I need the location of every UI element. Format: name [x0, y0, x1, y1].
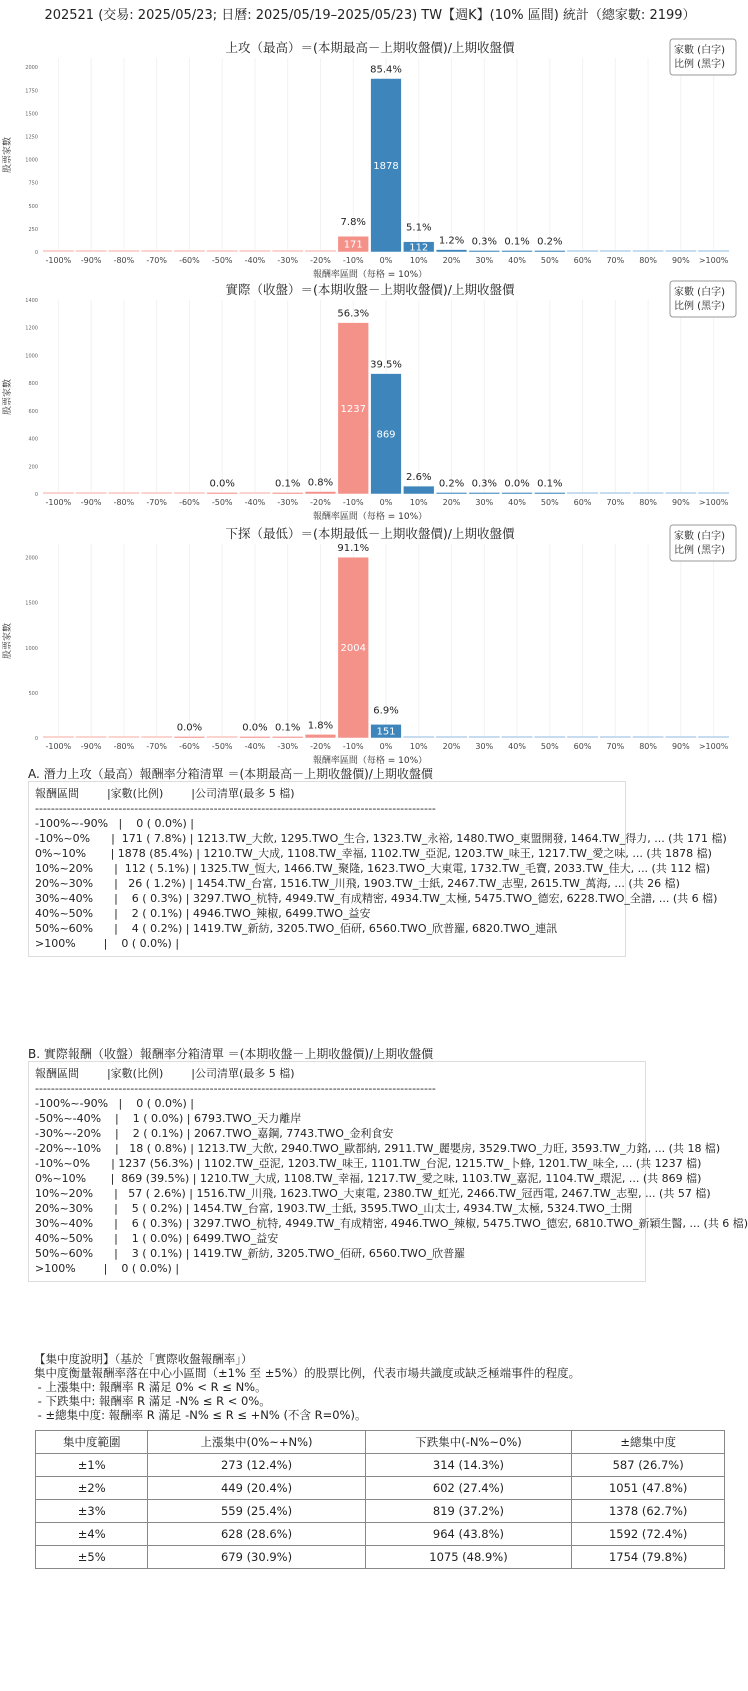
- bar-count-label: 869: [376, 429, 396, 441]
- x-tick-label: 40%: [508, 742, 526, 751]
- x-tick-label: 0%: [379, 256, 393, 265]
- table-cell: ±1%: [36, 1454, 148, 1477]
- bar-pct-label: 0.1%: [537, 478, 563, 490]
- list-line: - 下跌集中: 報酬率 R 滿足 -N% ≤ R < 0%。: [34, 1394, 271, 1408]
- bar-pct-label: 39.5%: [370, 359, 402, 371]
- bar-pct-label: 2.6%: [406, 472, 432, 484]
- list-line: 50%~60% | 4 ( 0.2%) | 1419.TW_新紡, 3205.TWO_佰研, 6560.TWO_欣普羅, 6820.TWO_連訊: [35, 922, 558, 935]
- x-tick-label: -100%: [45, 742, 72, 751]
- bar-count-label: 171: [343, 239, 363, 251]
- x-tick-label: 80%: [639, 498, 657, 507]
- legend-item: 家數 (白字): [674, 531, 725, 542]
- section-a-list: [28, 781, 727, 957]
- bar-baseline: [43, 736, 74, 738]
- table-header: 下跌集中(-N%~0%): [365, 1431, 572, 1454]
- bar-baseline: [109, 492, 140, 494]
- section-a-title: A. 潛力上攻（最高）報酬率分箱清單 ＝(本期最高－上期收盤價)/上期收盤價: [28, 767, 433, 781]
- bar-pct-label: 6.9%: [373, 705, 399, 717]
- bar-pct-label: 1.2%: [438, 235, 465, 247]
- x-tick-label: -10%: [342, 498, 364, 507]
- list-line: 【集中度說明】（基於「實際收盤報酬率」）: [34, 1352, 253, 1366]
- bar: [305, 492, 336, 494]
- bar: [240, 737, 271, 739]
- bar-pct-label: 1.8%: [307, 720, 334, 732]
- bar-baseline: [207, 250, 238, 252]
- bar-baseline: [43, 250, 74, 252]
- bar-pct-label: 0.3%: [471, 478, 497, 490]
- table-cell: 964 (43.8%): [365, 1523, 572, 1546]
- bar: [502, 493, 533, 495]
- table-cell: 1378 (62.7%): [572, 1500, 725, 1523]
- x-tick-label: -60%: [179, 256, 200, 265]
- chart-low: [0, 522, 740, 766]
- x-tick-label: -50%: [211, 498, 233, 507]
- list-line: -10%~0% | 171 ( 7.8%) | 1213.TW_大飲, 1295.TWO_生合, 1323.TW_永裕, 1480.TWO_東盟開發, 1464.TW_得力, ... (共 171 檔): [35, 832, 727, 845]
- x-tick-label: -40%: [244, 742, 266, 751]
- bar-baseline: [109, 736, 140, 738]
- bar-pct-label: 0.1%: [275, 478, 301, 490]
- x-tick-label: 70%: [606, 256, 625, 265]
- list-line: 20%~30% | 26 ( 1.2%) | 1454.TW_台富, 1516.TW_川飛, 1903.TW_士紙, 2467.TW_志聖, 2615.TW_萬海, ... (共 26 檔): [35, 877, 680, 890]
- x-tick-label: 20%: [442, 256, 461, 265]
- table-cell: 559 (25.4%): [148, 1500, 365, 1523]
- x-tick-label: -70%: [146, 742, 168, 751]
- y-axis-label: 股票家數: [3, 378, 13, 416]
- table-row: [36, 1477, 725, 1500]
- bar-baseline: [600, 492, 631, 494]
- x-tick-label: 50%: [540, 498, 559, 507]
- y-tick-label: 1400: [25, 298, 38, 304]
- bar-count-label: 1237: [340, 403, 366, 415]
- y-tick-label: 2000: [25, 555, 38, 562]
- bar-count-label: 151: [376, 726, 396, 738]
- list-line: 10%~20% | 112 ( 5.1%) | 1325.TW_恆大, 1466.TW_聚隆, 1623.TWO_大東電, 1732.TW_毛寶, 2033.TW_佳大, ... (共 112 檔): [35, 862, 711, 875]
- bar-baseline: [240, 492, 271, 494]
- bar-count-label: 1878: [373, 160, 399, 172]
- x-tick-label: 0%: [379, 742, 393, 751]
- concentration-table: [35, 1430, 725, 1569]
- y-axis-label: 股票家數: [3, 622, 13, 660]
- y-tick-label: 600: [28, 408, 38, 415]
- table-cell: 1075 (48.9%): [365, 1546, 572, 1569]
- list-line: 30%~40% | 6 ( 0.3%) | 3297.TWO_杭特, 4949.TW_有成精密, 4934.TW_太極, 5475.TWO_德宏, 6228.TWO_全譜, ... (共 6 檔): [35, 892, 718, 905]
- y-tick-label: 500: [28, 203, 38, 210]
- bar-baseline: [141, 492, 172, 494]
- x-tick-label: -20%: [310, 742, 331, 751]
- x-tick-label: 10%: [409, 742, 428, 751]
- table-cell: 628 (28.6%): [148, 1523, 365, 1546]
- bar-baseline: [76, 492, 107, 494]
- table-cell: ±3%: [36, 1500, 148, 1523]
- list-line: 50%~60% | 3 ( 0.1%) | 1419.TW_新紡, 3205.TWO_佰研, 6560.TWO_欣普羅: [35, 1247, 466, 1260]
- bar-baseline: [174, 250, 205, 252]
- y-tick-label: 1000: [25, 353, 38, 360]
- x-tick-label: 80%: [639, 742, 657, 751]
- table-row: [36, 1454, 725, 1477]
- bar: [403, 486, 434, 494]
- bar-baseline: [109, 250, 140, 252]
- x-tick-label: 20%: [442, 498, 461, 507]
- list-line: -10%~0% | 1237 (56.3%) | 1102.TW_亞泥, 1203.TW_味王, 1101.TW_台泥, 1215.TW_卜蜂, 1201.TW_味全, ... (共 1237 檔): [35, 1157, 702, 1170]
- x-tick-label: 70%: [606, 742, 625, 751]
- bar-pct-label: 0.8%: [307, 477, 334, 489]
- bar: [272, 493, 303, 495]
- x-tick-label: 30%: [475, 498, 494, 507]
- bar-baseline: [141, 250, 172, 252]
- bar-baseline: [600, 736, 631, 738]
- x-tick-label: 40%: [508, 498, 526, 507]
- y-tick-label: 400: [28, 436, 38, 443]
- list-line: 集中度衡量報酬率落在中心小區間（±1% 至 ±5%）的股票比例，代表市場共識度或缺乏極端事件的程度。: [34, 1366, 581, 1380]
- bar-baseline: [436, 736, 467, 738]
- bar: [305, 734, 336, 738]
- y-axis-label: 股票家數: [3, 136, 13, 174]
- bar-pct-label: 91.1%: [337, 543, 370, 555]
- x-axis-label: 報酬率區間（每格 = 10%）: [312, 512, 428, 522]
- bar-baseline: [141, 736, 172, 738]
- table-cell: 602 (27.4%): [365, 1477, 572, 1500]
- bar-baseline: [633, 250, 664, 252]
- legend-item: 比例 (黑字): [674, 301, 725, 312]
- chart-title: 上攻（最高）＝(本期最高－上期收盤價)/上期收盤價: [225, 40, 515, 55]
- list-line: 30%~40% | 6 ( 0.3%) | 3297.TWO_杭特, 4949.TW_有成精密, 4946.TWO_辣椒, 5475.TWO_德宏, 6810.TWO_新穎生醫, ... (共 6 檔): [35, 1217, 748, 1230]
- bar-baseline: [403, 736, 434, 738]
- x-tick-label: 90%: [671, 498, 690, 507]
- bar: [436, 250, 467, 252]
- table-header: 上漲集中(0%~+N%): [148, 1431, 365, 1454]
- y-tick-label: 1500: [25, 111, 38, 118]
- x-tick-label: >100%: [698, 742, 729, 751]
- chart-title: 實際（收盤）＝(本期收盤－上期收盤價)/上期收盤價: [225, 282, 515, 297]
- x-tick-label: -80%: [113, 256, 135, 265]
- bar-baseline: [43, 492, 74, 494]
- x-tick-label: -40%: [244, 256, 266, 265]
- concentration-notes: [34, 1352, 580, 1422]
- bar-pct-label: 56.3%: [337, 308, 370, 320]
- list-line: 0%~10% | 1878 (85.4%) | 1210.TW_大成, 1108.TW_幸福, 1102.TW_亞泥, 1203.TW_味王, 1217.TW_愛之味, ... (共 1878 檔): [35, 847, 712, 860]
- y-tick-label: 0: [34, 250, 38, 256]
- y-tick-label: 250: [28, 226, 38, 233]
- bar-baseline: [502, 736, 533, 738]
- bar-baseline: [534, 736, 565, 738]
- x-tick-label: -30%: [277, 498, 299, 507]
- bar-baseline: [305, 250, 336, 252]
- bar: [469, 493, 500, 495]
- y-tick-label: 0: [34, 492, 38, 498]
- bar-baseline: [567, 250, 598, 252]
- y-tick-label: 1750: [25, 88, 38, 95]
- x-tick-label: 90%: [671, 256, 690, 265]
- x-tick-label: 70%: [606, 498, 625, 507]
- bar-pct-label: 85.4%: [370, 64, 402, 76]
- x-tick-label: -70%: [146, 256, 168, 265]
- x-axis-label: 報酬率區間（每格 = 10%）: [312, 270, 428, 280]
- list-line: 20%~30% | 5 ( 0.2%) | 1454.TW_台富, 1903.TW_士紙, 3595.TWO_山太士, 4934.TW_太極, 5324.TWO_士開: [35, 1202, 633, 1215]
- chart-title: 下探（最低）＝(本期最低－上期收盤價)/上期收盤價: [225, 526, 515, 541]
- bar-baseline: [665, 736, 696, 738]
- x-tick-label: >100%: [698, 498, 729, 507]
- table-row: [36, 1523, 725, 1546]
- bar-baseline: [600, 250, 631, 252]
- table-cell: ±2%: [36, 1477, 148, 1500]
- list-line: 報酬區間 |家數(比例) |公司清單(最多 5 檔): [35, 1067, 295, 1080]
- table-header: ±總集中度: [572, 1431, 725, 1454]
- bar-baseline: [207, 736, 238, 738]
- x-tick-label: 10%: [409, 256, 428, 265]
- bar: [436, 493, 467, 495]
- section-b-list: [28, 1061, 748, 1282]
- x-tick-label: -60%: [179, 742, 200, 751]
- list-line: -30%~-20% | 2 ( 0.1%) | 2067.TWO_嘉鋼, 7743.TWO_金利食安: [35, 1127, 394, 1140]
- y-tick-label: 750: [28, 180, 38, 187]
- x-tick-label: -90%: [80, 742, 102, 751]
- table-cell: 1051 (47.8%): [572, 1477, 725, 1500]
- bar-pct-label: 5.1%: [406, 222, 432, 234]
- bar-pct-label: 0.1%: [504, 236, 530, 248]
- x-tick-label: -10%: [342, 742, 364, 751]
- bar-baseline: [698, 492, 729, 494]
- bar-baseline: [76, 250, 107, 252]
- bar-baseline: [174, 492, 205, 494]
- bar-baseline: [240, 250, 271, 252]
- table-cell: 314 (14.3%): [365, 1454, 572, 1477]
- y-tick-label: 200: [28, 464, 38, 471]
- list-line: - ±總集中度: 報酬率 R 滿足 -N% ≤ R ≤ +N% (不含 R=0%)。: [34, 1408, 367, 1422]
- table-header: 集中度範圍: [36, 1431, 148, 1454]
- table-cell: 819 (37.2%): [365, 1500, 572, 1523]
- bar-pct-label: 0.3%: [471, 236, 497, 248]
- y-tick-label: 1000: [25, 157, 38, 164]
- section-b-title: B. 實際報酬（收盤）報酬率分箱清單 ＝(本期收盤－上期收盤價)/上期收盤價: [28, 1047, 434, 1061]
- x-tick-label: 50%: [540, 256, 559, 265]
- table-cell: 679 (30.9%): [148, 1546, 365, 1569]
- legend-item: 家數 (白字): [674, 45, 725, 56]
- y-tick-label: 1000: [25, 645, 38, 652]
- table-cell: 587 (26.7%): [572, 1454, 725, 1477]
- list-line: -50%~-40% | 1 ( 0.0%) | 6793.TWO_天力離岸: [35, 1112, 302, 1125]
- x-tick-label: 30%: [475, 742, 494, 751]
- list-line: 40%~50% | 2 ( 0.1%) | 4946.TWO_辣椒, 6499.TWO_益安: [35, 907, 371, 920]
- list-line: -100%~-90% | 0 ( 0.0%) |: [35, 1097, 194, 1110]
- bar-baseline: [272, 250, 303, 252]
- bar: [174, 737, 205, 739]
- x-tick-label: 0%: [379, 498, 393, 507]
- bar: [272, 737, 303, 739]
- y-tick-label: 500: [28, 690, 38, 697]
- table-cell: 273 (12.4%): [148, 1454, 365, 1477]
- list-line: 10%~20% | 57 ( 2.6%) | 1516.TW_川飛, 1623.TWO_大東電, 2380.TW_虹光, 2466.TW_冠西電, 2467.TW_志聖, ... (共 57 檔): [35, 1187, 711, 1200]
- x-tick-label: -40%: [244, 498, 266, 507]
- bar-pct-label: 0.2%: [438, 478, 465, 490]
- x-tick-label: -70%: [146, 498, 168, 507]
- x-tick-label: >100%: [698, 256, 729, 265]
- x-tick-label: -80%: [113, 498, 135, 507]
- y-tick-label: 1500: [25, 600, 38, 607]
- x-tick-label: -30%: [277, 742, 299, 751]
- bar: [534, 493, 565, 495]
- bar: [207, 493, 238, 495]
- list-line: -----------------------------------------------------------------------------------------------------: [35, 1082, 436, 1095]
- list-line: -----------------------------------------------------------------------------------------------------: [35, 802, 436, 815]
- bar-baseline: [567, 492, 598, 494]
- x-tick-label: -30%: [277, 256, 299, 265]
- bar-baseline: [76, 736, 107, 738]
- x-tick-label: 40%: [508, 256, 526, 265]
- bar: [469, 251, 500, 253]
- legend-item: 比例 (黑字): [674, 59, 725, 70]
- legend-item: 比例 (黑字): [674, 545, 725, 556]
- bar-baseline: [665, 492, 696, 494]
- table-row: [36, 1500, 725, 1523]
- report-title: 202521 (交易: 2025/05/23; 日曆: 2025/05/19–2025/05/23) TW【週K】(10% 區間) 統計（總家數: 2199）: [44, 8, 696, 23]
- bar-pct-label: 0.0%: [242, 722, 268, 734]
- list-line: - 上漲集中: 報酬率 R 滿足 0% < R ≤ N%。: [34, 1380, 267, 1394]
- bar-baseline: [633, 736, 664, 738]
- x-tick-label: 30%: [475, 256, 494, 265]
- x-tick-label: -100%: [45, 498, 72, 507]
- table-cell: ±4%: [36, 1523, 148, 1546]
- list-line: 報酬區間 |家數(比例) |公司清單(最多 5 檔): [35, 787, 295, 800]
- x-tick-label: 60%: [573, 498, 592, 507]
- bar-baseline: [698, 250, 729, 252]
- bar-baseline: [698, 736, 729, 738]
- x-tick-label: 50%: [540, 742, 559, 751]
- table-cell: ±5%: [36, 1546, 148, 1569]
- table-cell: 449 (20.4%): [148, 1477, 365, 1500]
- x-tick-label: -50%: [211, 742, 233, 751]
- bar-baseline: [469, 736, 500, 738]
- bar-pct-label: 0.0%: [209, 478, 235, 490]
- list-line: -20%~-10% | 18 ( 0.8%) | 1213.TW_大飲, 2940.TWO_歐都納, 2911.TW_麗嬰房, 3529.TWO_力旺, 3593.TW_力銘, ... (共 18 檔): [35, 1142, 721, 1155]
- list-line: -100%~-90% | 0 ( 0.0%) |: [35, 817, 194, 830]
- table-row: [36, 1546, 725, 1569]
- bar-pct-label: 7.8%: [340, 217, 366, 229]
- list-line: 40%~50% | 1 ( 0.0%) | 6499.TWO_益安: [35, 1232, 279, 1245]
- bar-pct-label: 0.0%: [504, 478, 530, 490]
- bar-count-label: 2004: [340, 643, 366, 655]
- x-tick-label: -50%: [211, 256, 233, 265]
- y-tick-label: 2000: [25, 65, 38, 72]
- list-line: 0%~10% | 869 (39.5%) | 1210.TW_大成, 1108.TW_幸福, 1217.TW_愛之味, 1103.TW_嘉泥, 1104.TW_環泥, ... (共 869 檔): [35, 1172, 702, 1185]
- x-tick-label: -90%: [80, 498, 102, 507]
- y-tick-label: 1200: [25, 325, 38, 332]
- bar-pct-label: 0.1%: [275, 722, 301, 734]
- chart-close: [0, 278, 740, 522]
- bar-count-label: 112: [409, 242, 429, 254]
- x-tick-label: -60%: [179, 498, 200, 507]
- list-line: >100% | 0 ( 0.0%) |: [35, 1262, 180, 1275]
- legend-item: 家數 (白字): [674, 287, 725, 298]
- bar-pct-label: 0.0%: [176, 722, 203, 734]
- bar: [502, 251, 533, 253]
- x-tick-label: -20%: [310, 256, 331, 265]
- x-tick-label: 90%: [671, 742, 690, 751]
- x-tick-label: -20%: [310, 498, 331, 507]
- x-tick-label: 60%: [573, 256, 592, 265]
- bar-baseline: [633, 492, 664, 494]
- table-cell: 1754 (79.8%): [572, 1546, 725, 1569]
- y-tick-label: 0: [34, 736, 38, 742]
- list-line: >100% | 0 ( 0.0%) |: [35, 937, 180, 950]
- x-tick-label: -10%: [342, 256, 364, 265]
- x-axis-label: 報酬率區間（每格 = 10%）: [312, 756, 428, 766]
- bar-baseline: [567, 736, 598, 738]
- x-tick-label: 20%: [442, 742, 461, 751]
- y-tick-label: 1250: [25, 134, 38, 141]
- bar-pct-label: 0.2%: [537, 236, 563, 248]
- x-tick-label: 80%: [639, 256, 657, 265]
- x-tick-label: -100%: [45, 256, 72, 265]
- y-tick-label: 800: [28, 381, 38, 388]
- x-tick-label: -90%: [80, 256, 102, 265]
- x-tick-label: 10%: [409, 498, 428, 507]
- x-tick-label: -80%: [113, 742, 135, 751]
- table-cell: 1592 (72.4%): [572, 1523, 725, 1546]
- x-tick-label: 60%: [573, 742, 592, 751]
- bar-baseline: [665, 250, 696, 252]
- chart-high: [0, 36, 740, 280]
- bar: [534, 251, 565, 253]
